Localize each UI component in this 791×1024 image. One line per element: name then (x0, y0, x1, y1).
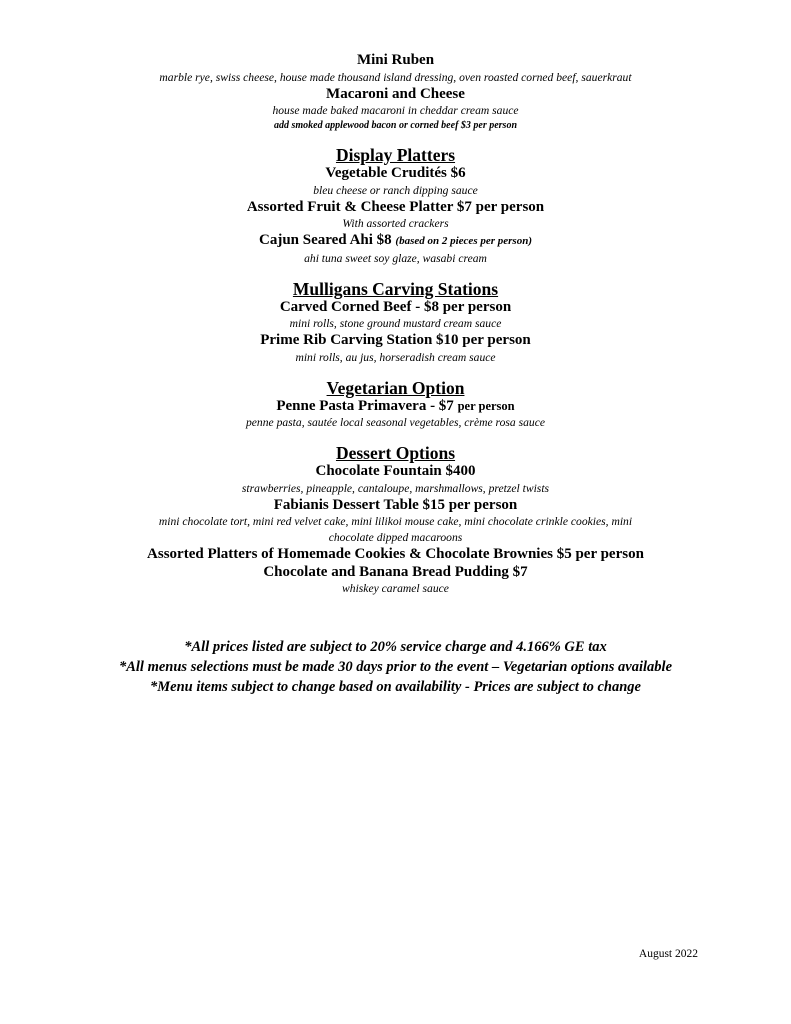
item-description: bleu cheese or ranch dipping sauce (313, 183, 478, 197)
item-description: marble rye, swiss cheese, house made thousand island dressing, oven roasted corned beef, sauerkraut (159, 70, 632, 84)
menu-item (60, 564, 731, 598)
item-description: ahi tuna sweet soy glaze, wasabi cream (304, 251, 487, 265)
item-name: Mini Ruben (356, 52, 435, 68)
section-heading-carving-stations: Mulligans Carving Stations (292, 278, 499, 299)
section-heading-vegetarian: Vegetarian Option (326, 377, 465, 398)
item-description: whiskey caramel sauce (342, 582, 449, 595)
menu-item (60, 398, 731, 432)
item-description: mini chocolate tort, mini red velvet cake, mini lilikoi mouse cake, mini chocolate crinkle cookies, mini (158, 515, 633, 528)
menu-column (60, 52, 731, 597)
item-description: With assorted crackers (342, 217, 449, 230)
document-date: August 2022 (638, 948, 698, 960)
item-name-row (60, 232, 731, 251)
item-description: house made baked macaroni in cheddar cream sauce (272, 104, 519, 117)
footer-note: *All prices listed are subject to 20% service charge and 4.166% GE tax (184, 639, 607, 655)
item-name: Macaroni and Cheese (326, 85, 465, 102)
item-name: Assorted Fruit & Cheese Platter $7 per person (246, 198, 545, 215)
item-name-suffix: (based on 2 pieces per person) (395, 235, 532, 247)
section-heading-dessert: Dessert Options (335, 443, 456, 463)
menu-item (60, 199, 731, 233)
item-name-suffix: per person (457, 398, 515, 413)
item-name: Chocolate and Banana Bread Pudding $7 (263, 563, 528, 580)
menu-item-mini-ruben (60, 52, 731, 86)
item-name: Chocolate Fountain $400 (315, 463, 476, 479)
item-description: mini rolls, stone ground mustard cream sauce (289, 317, 502, 330)
item-name: Assorted Platters of Homemade Cookies & Chocolate Brownies $5 per person (147, 546, 644, 562)
item-addon-note: add smoked applewood bacon or corned beef $3 per person (273, 120, 518, 131)
footer-note: *All menus selections must be made 30 days prior to the event – Vegetarian options available (118, 659, 673, 675)
item-name: Fabianis Dessert Table $15 per person (273, 496, 518, 513)
menu-item (60, 332, 731, 366)
item-name: Penne Pasta Primavera - $7 (276, 397, 458, 414)
item-description: penne pasta, sautée local seasonal vegetables, crème rosa sauce (245, 416, 545, 429)
menu-item (60, 165, 731, 199)
item-name: Prime Rib Carving Station $10 per person (260, 332, 531, 348)
item-description: strawberries, pineapple, cantaloupe, marshmallows, pretzel twists (241, 481, 550, 495)
menu-item (60, 232, 731, 267)
menu-item (60, 546, 731, 564)
menu-item (60, 497, 731, 547)
item-description-cont: chocolate dipped macaroons (328, 531, 463, 544)
item-description: mini rolls, au jus, horseradish cream sauce (295, 350, 496, 364)
menu-item (60, 463, 731, 497)
footer-note: *Menu items subject to change based on availability - Prices are subject to change (150, 679, 641, 695)
item-name: Cajun Seared Ahi $8 (259, 232, 396, 248)
footer-notes (40, 637, 751, 697)
section-heading-display-platters: Display Platters (335, 145, 456, 165)
item-name: Carved Corned Beef - $8 per person (279, 298, 512, 315)
menu-item-mac-cheese (60, 86, 731, 134)
item-name: Vegetable Crudités $6 (325, 165, 466, 181)
item-name-row (60, 398, 731, 416)
menu-item (60, 299, 731, 333)
